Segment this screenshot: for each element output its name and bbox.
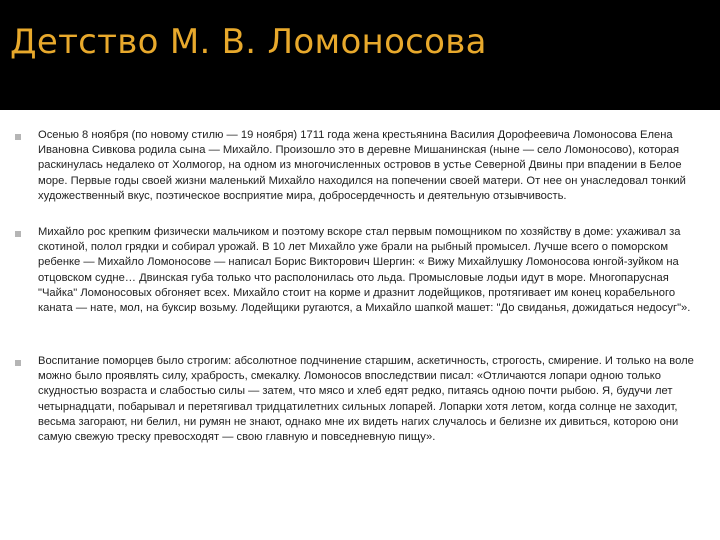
bullet-marker-icon	[15, 134, 21, 140]
bullet-marker-icon	[15, 360, 21, 366]
paragraph-text: Осенью 8 ноября (по новому стилю — 19 ноября) 1711 года жена крестьянина Василия Дорофеевича Ломоносова Елена Ивановна Сивкова родила сына — Михайло. Произошло это в деревне Мишанинская (ныне — село Ломоносово), которая раскинулась недалеко от Холмогор, на одном из многочисленных островов в устье Северной Двины при впадении в Белое море. Первые годы своей жизни маленький Михайло находился на попечении своей матери. От нее он унаследовал тонкий художественный вкус, поэтическое восприятие мира, добросердечность и деятельную отзывчивость.	[38, 129, 686, 202]
paragraph-text: Михайло рос крепким физически мальчиком и поэтому вскоре стал первым помощником по хозяйству в доме: ухаживал за скотиной, полол грядки и собирал урожай. В 10 лет Михайло уже брали на рыбный промысел. Лучше всего о поморском ребенке — Михайло Ломоносове — написал Борис Викторович Шергин: « Вижу Михайлушку Ломоносова юнгой-зуйком на отцовском судне… Двинская губа только что располонилась ото льда. Промысловые лодьи идут в море. Многопарусная "Чайка" Ломоносовых обгоняет всех. Михайло стоит на корме и дразнит лодейщиков, протягивает им конец корабельного каната — нате, мол, на буксир возьму. Лодейщики ругаются, а Михайло шапкой машет: "До свиданья, дожидаться недосуг"».	[38, 226, 691, 315]
slide-title: Детство М. В. Ломоносова	[10, 22, 487, 62]
bullet-marker-icon	[15, 231, 21, 237]
content-area	[0, 110, 720, 540]
title-bar	[0, 0, 720, 110]
paragraph-text: Воспитание поморцев было строгим: абсолютное подчинение старшим, аскетичность, строгость, смирение. И только на воле можно было проявлять силу, храбрость, смекалку. Ломоносов впоследствии писал: «Отличаются лопари одною только скудностью возраста и слабостью силы — затем, что мясо и хлеб едят редко, питаясь одною почти рыбою. Я, будучи лет четырнадцати, побарывал и перетягивал тридцатилетних сильных лопарей. Лопарки хотя летом, когда солнце не заходит, весьма загорают, ни белил, ни румян не знают, однако мне их видеть нагих случалось и белизне их дивиться, которою они самую свежую треску превосходят — свою главную и повседневную пищу».	[38, 355, 694, 444]
